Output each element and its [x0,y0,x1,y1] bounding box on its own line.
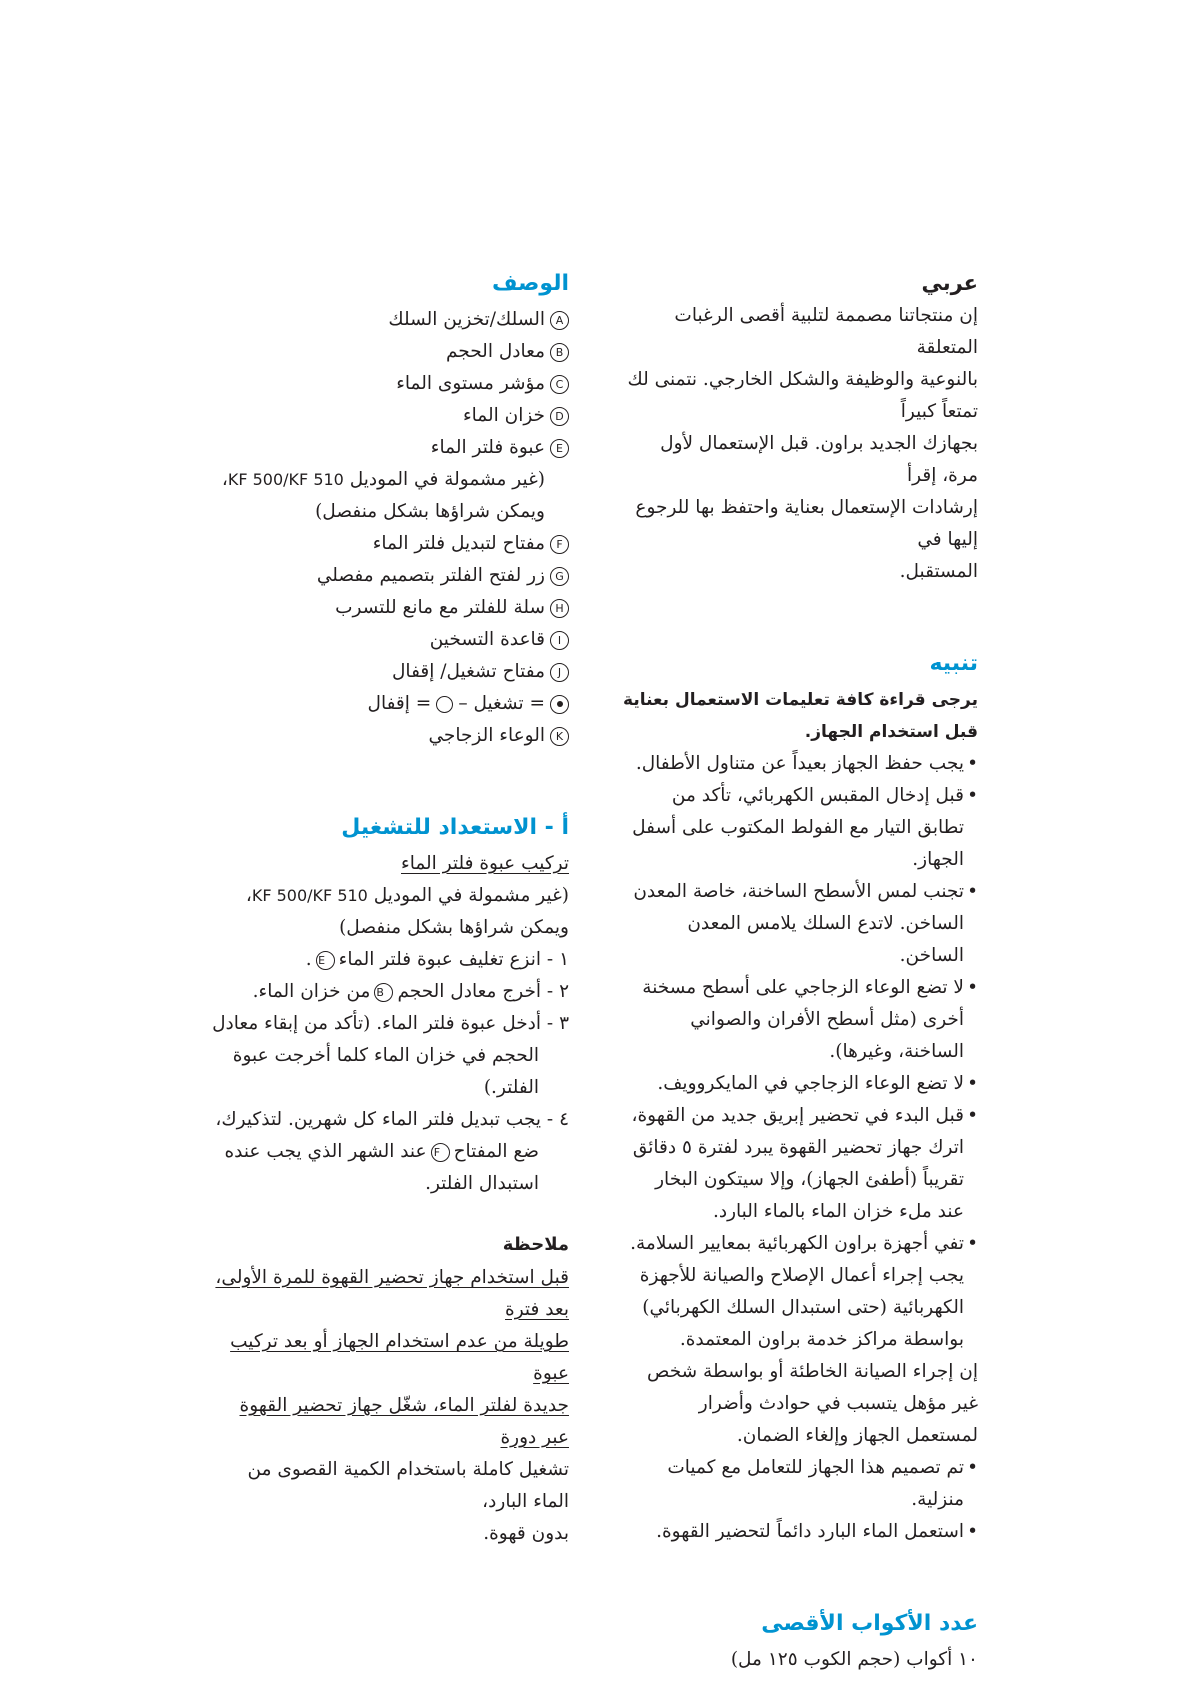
model-number: KF 500/KF 510 [251,886,368,905]
arabic-heading: عربي [921,271,978,295]
step-text: ٢ - أخرج معادل الحجم [397,981,569,1002]
letter-k-icon: K [550,727,569,746]
letter-c-icon: C [550,375,569,394]
step-text: ١ - انزع تغليف عبوة فلتر الماء [338,949,569,970]
part-item [209,304,569,336]
letter-e-icon: E [316,951,335,970]
filter-note-line-2: ويمكن شراؤها بشكل منفصل) [315,501,545,522]
part-item [209,720,569,752]
list-item: • لا تضع الوعاء الزجاجي على أسطح مسخنة أخرى (مثل أسطح الأفران والصواني الساخنة، وغيرها). [623,972,978,1068]
setup-steps [209,944,569,1200]
description-heading: الوصف [491,271,569,296]
step-2 [209,976,569,1008]
left-column [209,268,569,1550]
step-text: من خزان الماء. [252,981,371,1002]
filter-note-text: (غير مشمولة في الموديل [349,469,545,490]
part-label: زر لفتح الفلتر بتصميم مفصلي [316,565,545,586]
intro-line: بالنوعية والوظيفة والشكل الخارجي. نتمنى لك تمتعاً كبيراً [627,369,978,422]
intro-line: إرشادات الإستعمال بعناية واحتفظ بها للرجوع إليها في [635,497,978,550]
note-line: تشغيل كاملة باستخدام الكمية القصوى من الماء البارد، [247,1459,569,1512]
off-label: = إقفال [367,693,432,714]
part-item [209,560,569,592]
part-label: مؤشر مستوى الماء [396,373,545,394]
parts-list-2 [209,528,569,752]
part-label: الوعاء الزجاجي [428,725,545,746]
setup-note-text: (غير مشمولة في الموديل [373,885,569,906]
max-cups-text: ١٠ أكواب (حجم الكوب ١٢٥ مل) [730,1649,978,1670]
intro-paragraph [623,300,978,588]
part-label: خزان الماء [462,405,545,426]
part-item [209,624,569,656]
letter-a-icon: A [550,311,569,330]
warning-list-2 [623,1452,978,1548]
part-item [209,656,569,688]
warning-heading: تنبيه [929,651,978,676]
on-off-legend [209,688,569,720]
note-heading: ملاحظة [502,1234,569,1255]
list-item: • تجنب لمس الأسطح الساخنة، خاصة المعدن الساخن. لاتدع السلك يلامس المعدن الساخن. [623,876,978,972]
part-item [209,400,569,432]
part-label: مفتاح لتبديل فلتر الماء [372,533,545,554]
letter-b-icon: B [550,343,569,362]
letter-f-icon: F [550,535,569,554]
note-line: جديدة لفلتر الماء، شغّل جهاز تحضير القهوة عبر دورة [239,1395,569,1448]
on-label: = تشغيل – [458,693,545,714]
setup-heading: أ - الاستعداد للتشغيل [341,815,569,840]
letter-b-icon: B [374,983,393,1002]
part-label: قاعدة التسخين [429,629,545,650]
list-item: • تم تصميم هذا الجهاز للتعامل مع كميات منزلية. [623,1452,978,1516]
power-on-icon [550,695,569,714]
max-cups-heading: عدد الأكواب الأقصى [761,1611,978,1636]
setup-subheading: تركيب عبوة فلتر الماء [401,853,569,874]
warning-intro-line: يرجى قراءة كافة تعليمات الاستعمال بعناية [623,690,978,710]
part-item [209,336,569,368]
note-line: قبل استخدام جهاز تحضير القهوة للمرة الأولى، بعد فترة [215,1267,569,1320]
part-item [209,432,569,464]
step-text: ٤ - يجب تبديل فلتر الماء كل شهرين. لتذكيرك، ضع المفتاح [215,1109,569,1162]
warning-intro-line: قبل استخدام الجهاز. [804,722,978,742]
intro-line: بجهازك الجديد براون. قبل الإستعمال لأول مرة، إقرأ [660,433,978,486]
parts-list [209,304,569,464]
intro-line: إن منتجاتنا مصممة لتلبية أقصى الرغبات المتعلقة [674,305,978,358]
model-number: KF 500/KF 510 [227,470,344,489]
letter-e-icon: E [550,439,569,458]
letter-g-icon: G [550,567,569,586]
power-off-icon [436,696,453,713]
part-item [209,528,569,560]
part-label: عبوة فلتر الماء [430,437,545,458]
part-label: مفتاح تشغيل/ إقفال [391,661,545,682]
part-label: معادل الحجم [445,341,545,362]
note-line: طويلة من عدم استخدام الجهاز أو بعد تركيب عبوة [230,1331,569,1384]
list-item: • قبل إدخال المقبس الكهربائي، تأكد من تطابق التيار مع الفولط المكتوب على أسفل الجهاز. [623,780,978,876]
letter-i-icon: I [550,631,569,650]
part-label: سلة للفلتر مع مانع للتسرب [335,597,545,618]
list-item: • استعمل الماء البارد دائماً لتحضير القهوة. [623,1516,978,1548]
setup-note: (غير مشمولة في الموديل KF 500/KF 510، [245,885,569,906]
part-item [209,368,569,400]
list-item: • تفي أجهزة براون الكهربائية بمعايير السلامة. يجب إجراء أعمال الإصلاح والصيانة للأجهزة الكهربائية (حتى استبدال السلك الكهربائي) بواسطة مراكز خدمة براون المعتمدة. [623,1228,978,1356]
step-text: عند الشهر الذي يجب عنده استبدال الفلتر. [224,1141,539,1194]
note-line: بدون قهوة. [483,1523,569,1544]
warning-extra-paragraph: إن إجراء الصيانة الخاطئة أو بواسطة شخص غير مؤهل يتسبب في حوادث وأضرار لمستعمل الجهاز وإلغاء الضمان. [647,1361,978,1446]
filter-note: (غير مشمولة في الموديل KF 500/KF 510، [221,469,545,490]
step-4 [209,1104,569,1200]
part-item [209,592,569,624]
right-column [623,268,978,1676]
part-label: السلك/تخزين السلك [388,309,545,330]
list-item: • يجب حفظ الجهاز بعيداً عن متناول الأطفال. [623,748,978,780]
letter-d-icon: D [550,407,569,426]
letter-j-icon: J [550,663,569,682]
step-1: ١ - انزع تغليف عبوة فلتر الماءE. [305,949,569,970]
warning-list [623,748,978,1356]
letter-f-icon: F [431,1143,450,1162]
list-item: • قبل البدء في تحضير إبريق جديد من القهوة، اترك جهاز تحضير القهوة يبرد لفترة ٥ دقائق تقريباً (أطفئ الجهاز)، وإلا سيتكون البخار عند ملء خزان الماء بالماء البارد. [623,1100,978,1228]
intro-line: المستقبل. [899,561,978,582]
setup-note-line-2: ويمكن شراؤها بشكل منفصل) [339,917,569,938]
step-3: ٣ - أدخل عبوة فلتر الماء. (تأكد من إبقاء معادل الحجم في خزان الماء كلما أخرجت عبوة الفلتر.) [212,1013,569,1098]
list-item: • لا تضع الوعاء الزجاجي في المايكروويف. [623,1068,978,1100]
letter-h-icon: H [550,599,569,618]
